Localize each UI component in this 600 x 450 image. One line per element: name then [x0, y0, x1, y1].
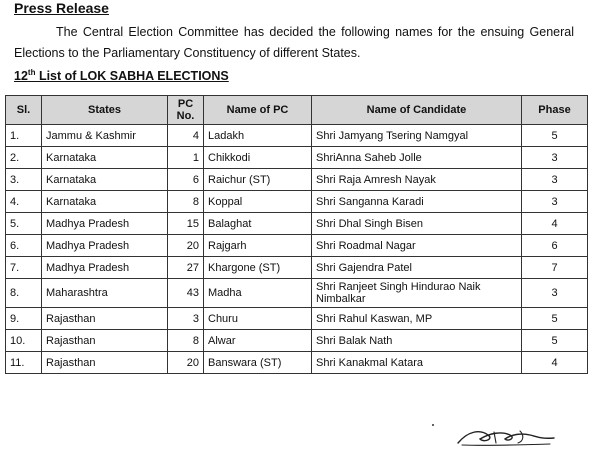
header-pc-no [168, 96, 204, 125]
table-header-row [6, 96, 588, 125]
header-phase: Phase [522, 96, 588, 125]
table-row [6, 279, 588, 308]
cell-state: Rajasthan [42, 330, 168, 352]
cell-pc-no: 27 [168, 257, 204, 279]
cell-candidate: Shri Dhal Singh Bisen [312, 213, 522, 235]
cell-state: Karnataka [42, 169, 168, 191]
cell-sl: 8. [6, 279, 42, 308]
cell-phase: 4 [522, 352, 588, 374]
table-row [6, 147, 588, 169]
cell-pc-no: 20 [168, 235, 204, 257]
cell-candidate: Shri Sanganna Karadi [312, 191, 522, 213]
cell-candidate: Shri Jamyang Tsering Namgyal [312, 125, 522, 147]
cell-phase: 3 [522, 169, 588, 191]
table-row [6, 125, 588, 147]
intro-paragraph: The Central Election Committee has decided the following names for the ensuing General Elections to the Parliamentary Constituency of different States. [14, 25, 574, 60]
cell-phase: 3 [522, 147, 588, 169]
cell-phase: 5 [522, 330, 588, 352]
table-row [6, 191, 588, 213]
cell-candidate: Shri Kanakmal Katara [312, 352, 522, 374]
header-pc-no-line1: PC [177, 98, 194, 110]
table-row [6, 352, 588, 374]
cell-sl: 3. [6, 169, 42, 191]
cell-state: Madhya Pradesh [42, 235, 168, 257]
cell-pc-name: Ladakh [204, 125, 312, 147]
table-body [6, 125, 588, 374]
cell-sl: 4. [6, 191, 42, 213]
cell-state: Maharashtra [42, 279, 168, 308]
cell-state: Karnataka [42, 147, 168, 169]
cell-pc-name: Koppal [204, 191, 312, 213]
header-name-of-pc: Name of PC [204, 96, 312, 125]
cell-candidate: ShriAnna Saheb Jolle [312, 147, 522, 169]
header-states: States [42, 96, 168, 125]
table-row [6, 235, 588, 257]
cell-candidate: Shri Gajendra Patel [312, 257, 522, 279]
table-row [6, 213, 588, 235]
cell-state: Rajasthan [42, 352, 168, 374]
cell-pc-name: Alwar [204, 330, 312, 352]
cell-sl: 7. [6, 257, 42, 279]
cell-phase: 5 [522, 308, 588, 330]
cell-candidate: Shri Raja Amresh Nayak [312, 169, 522, 191]
cell-sl: 11. [6, 352, 42, 374]
cell-pc-name: Chikkodi [204, 147, 312, 169]
table-row [6, 330, 588, 352]
list-title-text: List of LOK SABHA ELECTIONS [35, 69, 229, 83]
list-number: 12 [14, 69, 28, 83]
cell-phase: 6 [522, 235, 588, 257]
cell-sl: 5. [6, 213, 42, 235]
list-number-suffix: th [27, 68, 36, 77]
cell-pc-no: 8 [168, 191, 204, 213]
cell-sl: 10. [6, 330, 42, 352]
cell-sl: 9. [6, 308, 42, 330]
cell-pc-name: Madha [204, 279, 312, 308]
cell-pc-name: Balaghat [204, 213, 312, 235]
cell-pc-name: Rajgarh [204, 235, 312, 257]
signature-image [450, 423, 560, 449]
cell-phase: 5 [522, 125, 588, 147]
cell-state: Rajasthan [42, 308, 168, 330]
cell-state: Madhya Pradesh [42, 213, 168, 235]
header-sl: Sl. [6, 96, 42, 125]
cell-candidate: Shri Rahul Kaswan, MP [312, 308, 522, 330]
cell-candidate: Shri Ranjeet Singh Hindurao Naik Nimbalkar [312, 279, 522, 308]
cell-pc-name: Churu [204, 308, 312, 330]
cell-sl: 2. [6, 147, 42, 169]
list-title [14, 68, 229, 83]
cell-phase: 4 [522, 213, 588, 235]
cell-sl: 1. [6, 125, 42, 147]
cell-state: Jammu & Kashmir [42, 125, 168, 147]
cell-phase: 7 [522, 257, 588, 279]
header-name-of-candidate: Name of Candidate [312, 96, 522, 125]
cell-pc-no: 15 [168, 213, 204, 235]
stray-mark [432, 424, 434, 426]
cell-phase: 3 [522, 191, 588, 213]
cell-phase: 3 [522, 279, 588, 308]
cell-pc-name: Khargone (ST) [204, 257, 312, 279]
cell-pc-no: 43 [168, 279, 204, 308]
cell-candidate: Shri Roadmal Nagar [312, 235, 522, 257]
cell-pc-name: Raichur (ST) [204, 169, 312, 191]
table-row [6, 257, 588, 279]
cell-pc-no: 1 [168, 147, 204, 169]
cell-state: Karnataka [42, 191, 168, 213]
cell-candidate: Shri Balak Nath [312, 330, 522, 352]
header-pc-no-line2: No. [176, 110, 195, 122]
cell-pc-no: 20 [168, 352, 204, 374]
cell-pc-no: 4 [168, 125, 204, 147]
candidates-table [5, 95, 588, 374]
cell-pc-no: 8 [168, 330, 204, 352]
cell-pc-no: 6 [168, 169, 204, 191]
cell-pc-name: Banswara (ST) [204, 352, 312, 374]
cell-state: Madhya Pradesh [42, 257, 168, 279]
press-release-title: Press Release [14, 0, 109, 16]
cell-sl: 6. [6, 235, 42, 257]
table-row [6, 308, 588, 330]
table-row [6, 169, 588, 191]
cell-pc-no: 3 [168, 308, 204, 330]
